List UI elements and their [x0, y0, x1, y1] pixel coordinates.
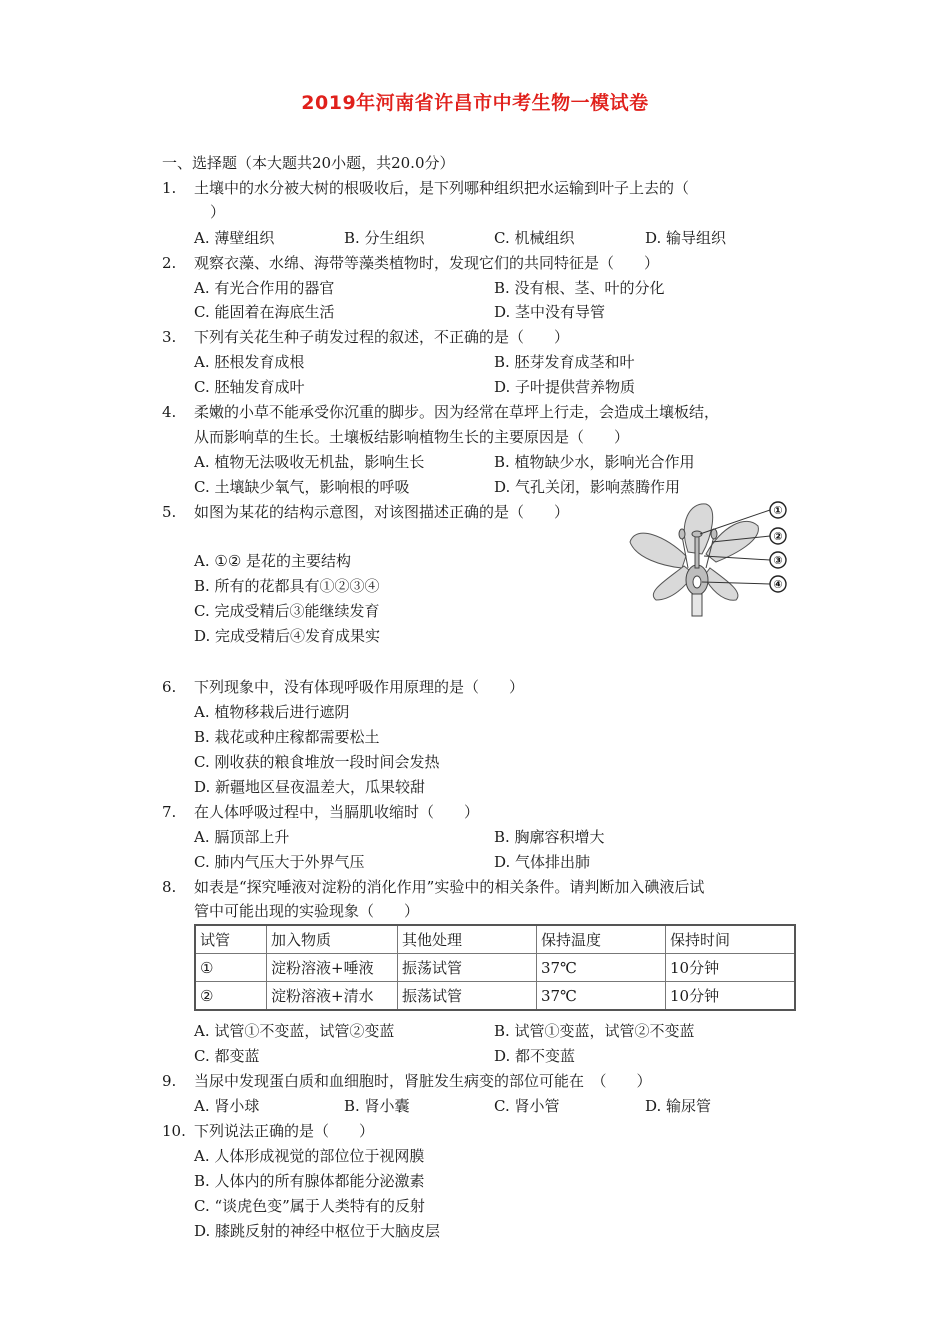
table-header-cell: 其他处理 [398, 925, 537, 954]
table-cell: 37℃ [537, 982, 666, 1011]
question-stem: 下列现象中，没有体现呼吸作用原理的是（ ） [194, 678, 525, 696]
option-d: D. 都不变蓝 [494, 1047, 576, 1065]
question-number: 10. [162, 1122, 186, 1140]
table-cell: ② [195, 982, 267, 1011]
option-d: D. 输尿管 [645, 1097, 712, 1115]
anther-right [711, 529, 717, 539]
question-stem: 下列说法正确的是（ ） [194, 1122, 375, 1140]
option-d: D. 膝跳反射的神经中枢位于大脑皮层 [194, 1222, 441, 1240]
option-c: C. 机械组织 [494, 229, 575, 247]
label-1: ① [773, 504, 783, 517]
table-cell: 10分钟 [666, 954, 796, 982]
ovule [693, 576, 701, 588]
option-b: B. 栽花或种庄稼都需要松土 [194, 728, 380, 746]
question-number: 6. [162, 678, 177, 696]
table-row [195, 954, 795, 982]
option-c: C. 刚收获的粮食堆放一段时间会发热 [194, 753, 440, 771]
question-number: 9. [162, 1072, 177, 1090]
petal-lower-right [704, 568, 738, 600]
option-d: D. 新疆地区昼夜温差大，瓜果较甜 [194, 778, 426, 796]
table-header-cell: 保持温度 [537, 925, 666, 954]
section-heading: 一、选择题（本大题共20小题，共20.0分） [162, 154, 455, 172]
option-a: A. 试管①不变蓝，试管②变蓝 [194, 1022, 395, 1040]
option-b: B. 人体内的所有腺体都能分泌激素 [194, 1172, 425, 1190]
table-cell: 振荡试管 [398, 954, 537, 982]
question-number: 2. [162, 254, 177, 272]
option-c: C. 完成受精后③能继续发育 [194, 602, 380, 620]
question-stem: ） [210, 203, 226, 221]
question-number: 1. [162, 179, 177, 197]
table-header-row [195, 925, 795, 954]
option-d: D. 茎中没有导管 [494, 303, 606, 321]
question-number: 7. [162, 803, 177, 821]
question-stem: 土壤中的水分被大树的根吸收后，是下列哪种组织把水运输到叶子上去的（ [194, 179, 690, 197]
stem [692, 594, 702, 616]
option-b: B. 所有的花都具有①②③④ [194, 577, 380, 595]
table-header-cell: 保持时间 [666, 925, 796, 954]
question-number: 3. [162, 328, 177, 346]
option-a: A. 薄壁组织 [194, 229, 275, 247]
table-header-cell: 加入物质 [267, 925, 398, 954]
option-a: A. 有光合作用的器官 [194, 279, 335, 297]
option-b: B. 肾小囊 [344, 1097, 410, 1115]
question-stem: 观察衣藻、水绵、海带等藻类植物时，发现它们的共同特征是（ ） [194, 254, 660, 272]
option-b: B. 试管①变蓝，试管②不变蓝 [494, 1022, 695, 1040]
option-c: C. 肺内气压大于外界气压 [194, 853, 365, 871]
table-row [195, 982, 795, 1011]
table-cell: 10分钟 [666, 982, 796, 1011]
table-cell: 淀粉溶液+唾液 [267, 954, 398, 982]
option-d: D. 输导组织 [645, 229, 727, 247]
option-c: C. 胚轴发育成叶 [194, 378, 305, 396]
question-stem: 从而影响草的生长。土壤板结影响植物生长的主要原因是（ ） [194, 428, 630, 446]
option-c: C. “谈虎色变”属于人类特有的反射 [194, 1197, 425, 1215]
option-c: C. 土壤缺少氧气，影响根的呼吸 [194, 478, 410, 496]
option-b: B. 植物缺少水，影响光合作用 [494, 453, 695, 471]
flower-structure-figure [626, 496, 796, 618]
page-title: 2019年河南省许昌市中考生物一模试卷 [301, 92, 649, 114]
experiment-table [194, 924, 796, 1011]
question-number: 4. [162, 403, 177, 421]
label-3: ③ [773, 554, 783, 567]
question-stem: 下列有关花生种子萌发过程的叙述，不正确的是（ ） [194, 328, 570, 346]
option-b: B. 没有根、茎、叶的分化 [494, 279, 665, 297]
option-d: D. 气体排出肺 [494, 853, 591, 871]
option-d: D. 气孔关闭，影响蒸腾作用 [494, 478, 681, 496]
petal-left [630, 533, 686, 568]
option-a: A. 人体形成视觉的部位位于视网膜 [194, 1147, 425, 1165]
option-a: A. 胚根发育成根 [194, 353, 305, 371]
question-stem: 管中可能出现的实验现象（ ） [194, 902, 420, 920]
option-b: B. 胚芽发育成茎和叶 [494, 353, 635, 371]
table-cell: 淀粉溶液+清水 [267, 982, 398, 1011]
question-stem: 如表是“探究唾液对淀粉的消化作用”实验中的相关条件。请判断加入碘液后试 [194, 878, 705, 896]
table-cell: 振荡试管 [398, 982, 537, 1011]
question-stem: 如图为某花的结构示意图，对该图描述正确的是（ ） [194, 503, 570, 521]
anther-left [679, 529, 685, 539]
style [695, 536, 699, 568]
option-c: C. 肾小管 [494, 1097, 560, 1115]
option-a: A. 膈顶部上升 [194, 828, 290, 846]
option-d: D. 完成受精后④发育成果实 [194, 627, 381, 645]
question-stem: 当尿中发现蛋白质和血细胞时，肾脏发生病变的部位可能在 （ ） [194, 1072, 652, 1090]
option-c: C. 能固着在海底生活 [194, 303, 335, 321]
table-header-cell: 试管 [195, 925, 267, 954]
option-a: A. 肾小球 [194, 1097, 260, 1115]
option-a: A. 植物无法吸收无机盐，影响生长 [194, 453, 425, 471]
label-4: ④ [773, 578, 783, 591]
table-cell: ① [195, 954, 267, 982]
option-b: B. 分生组织 [344, 229, 425, 247]
option-d: D. 子叶提供营养物质 [494, 378, 636, 396]
question-number: 8. [162, 878, 177, 896]
option-a: A. 植物移栽后进行遮阴 [194, 703, 350, 721]
question-number: 5. [162, 503, 177, 521]
option-b: B. 胸廓容积增大 [494, 828, 605, 846]
table-cell: 37℃ [537, 954, 666, 982]
question-stem: 柔嫩的小草不能承受你沉重的脚步。因为经常在草坪上行走，会造成土壤板结， [194, 403, 720, 421]
label-2: ② [773, 530, 783, 543]
option-a: A. ①② 是花的主要结构 [194, 552, 352, 570]
question-stem: 在人体呼吸过程中，当膈肌收缩时（ ） [194, 803, 480, 821]
option-c: C. 都变蓝 [194, 1047, 260, 1065]
